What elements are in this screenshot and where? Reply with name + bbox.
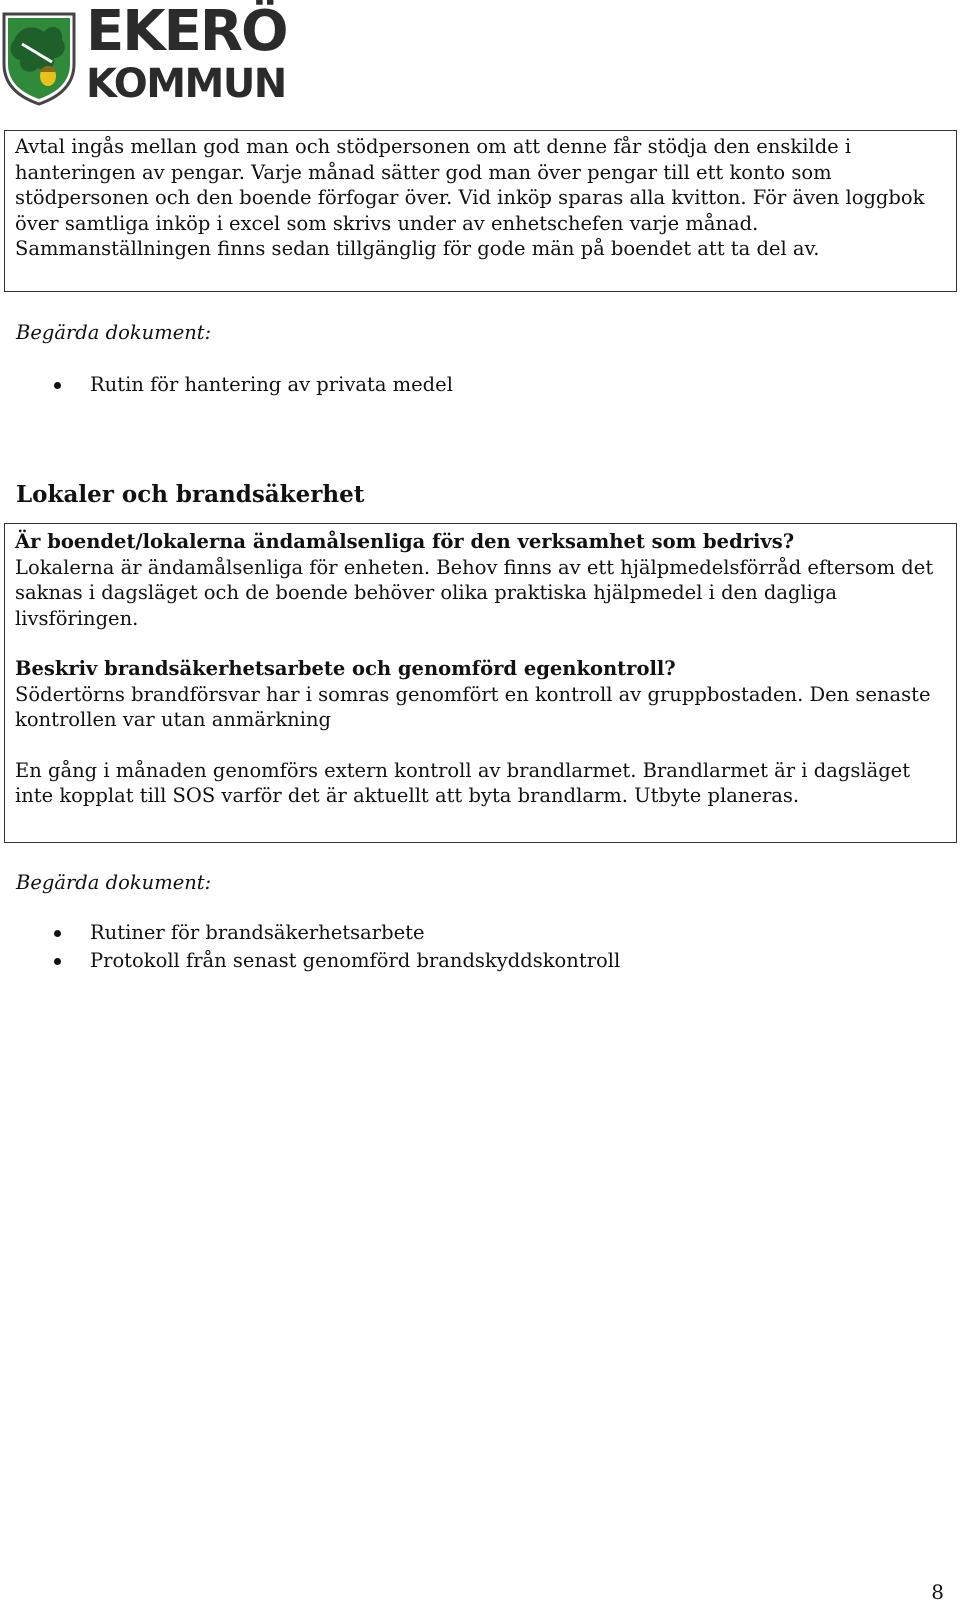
answer-premises: Lokalerna är ändamålsenliga för enheten. Behov finns av ett hjälpmedelsförråd eftersom det saknas i dagsläget och de boende behöver olika praktiska hjälpmedel i den dagliga livsföringen. xyxy=(15,555,934,630)
requested-documents-list xyxy=(0,371,453,399)
list-item xyxy=(0,947,620,975)
answer-fire-safety: Södertörns brandförsvar har i somras genomfört en kontroll av gruppbostaden. Den senaste kontrollen var utan anmärkning xyxy=(15,682,931,731)
requested-documents-label: Begärda dokument: xyxy=(16,871,212,894)
answer-fire-alarm: En gång i månaden genomförs extern kontroll av brandlarmet. Brandlarmet är i dagsläget inte kopplat till SOS varför det är aktuellt att byta brandlarm. Utbyte planeras. xyxy=(15,758,911,807)
box-paragraph: Avtal ingås mellan god man och stödpersonen om att denne får stödja den enskilde i hanteringen av pengar. Varje månad sätter god man över pengar till ett konto som stödpersonen och den boende förfogar över. Vid inköp sparas alla kvitton. För även loggbok över samtliga inköp i excel som skrivs under av enhetschefen varje månad. Sammanställningen finns sedan tillgänglig för gode män på boendet att ta del av. xyxy=(15,135,925,260)
list-item xyxy=(0,371,453,399)
question-fire-safety: Beskriv brandsäkerhetsarbete och genomförd egenkontroll? xyxy=(15,657,676,680)
section-heading: Lokaler och brandsäkerhet xyxy=(16,481,365,508)
logo-wordmark-line2: KOMMUN xyxy=(86,61,286,107)
requested-documents-label: Begärda dokument: xyxy=(16,321,212,344)
bullet-icon xyxy=(54,930,61,937)
page-number: 8 xyxy=(931,1580,944,1604)
bullet-icon xyxy=(54,958,61,965)
text-box-private-funds xyxy=(4,130,957,292)
list-item-text: Protokoll från senast genomförd brandskyddskontroll xyxy=(90,949,621,972)
list-item-text: Rutiner för brandsäkerhetsarbete xyxy=(90,921,425,944)
shield-emblem-icon xyxy=(0,0,84,108)
logo-wordmark-line1: EKERÖ xyxy=(86,0,287,64)
ekero-kommun-logo xyxy=(0,0,290,108)
list-item-text: Rutin för hantering av privata medel xyxy=(90,373,453,396)
list-item xyxy=(0,919,620,947)
bullet-icon xyxy=(54,382,61,389)
text-box-premises-fire-safety xyxy=(4,523,957,843)
question-premises: Är boendet/lokalerna ändamålsenliga för den verksamhet som bedrivs? xyxy=(15,530,795,553)
requested-documents-list xyxy=(0,919,620,975)
